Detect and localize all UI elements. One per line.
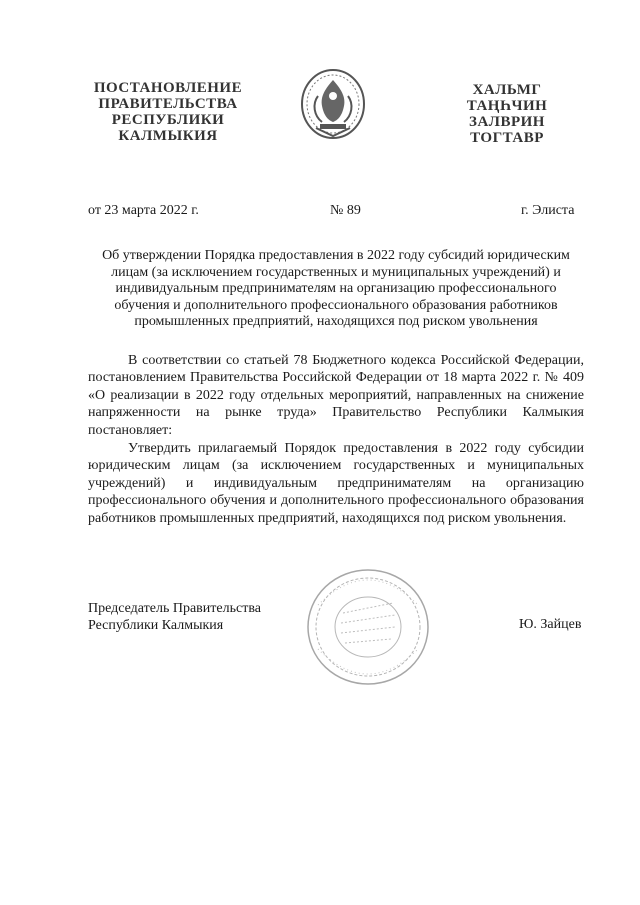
document-date: от 23 марта 2022 г. <box>88 203 199 218</box>
header-left-line: ПРАВИТЕЛЬСТВА <box>98 96 238 112</box>
document-title: Об утверждении Порядка предоставления в 2022 году субсидий юридическим лицам (за исключением государственных и муниципальных учреждений) и индивидуальным предпринимателям на организацию профессионального обучения и дополнительного профессионального образования работников промышленных предприятий, находящихся под риском увольнения <box>102 248 570 330</box>
signatory-position-line: Республики Калмыкия <box>88 618 224 633</box>
header-right-line: ТАҢҺЧИН <box>466 98 548 114</box>
signatory-position <box>88 600 261 634</box>
document-number: № 89 <box>330 203 361 218</box>
kalmykia-coat-of-arms-icon <box>298 66 368 144</box>
header-left-title <box>88 80 248 144</box>
header-right-title <box>452 82 562 146</box>
header-left-line: КАЛМЫКИЯ <box>118 128 218 144</box>
signatory-name: Ю. Зайцев <box>519 617 582 632</box>
document-city: г. Элиста <box>521 203 575 218</box>
seal-stamp-icon <box>303 565 433 690</box>
header-right-line: ЗАЛВРИН <box>469 114 545 130</box>
body-paragraph-1: В соответствии со статьей 78 Бюджетного кодекса Российской Федерации, постановлением Правительства Российской Федерации от 18 марта 2022 г. № 409 «О реализации в 2022 году отдельных мероприятий, направленных на снижение напряженности на рынке труда» Правительство Республики Калмыкия постановляет: <box>88 353 584 438</box>
header-right-line: ХАЛЬМГ <box>472 82 542 98</box>
body-paragraph-2: Утвердить прилагаемый Порядок предоставления в 2022 году субсидии юридическим лицам (за исключением государственных и муниципальных учреждений) и индивидуальным предпринимателям на организацию профессионального обучения и дополнительного профессионального образования работников промышленных предприятий, находящихся под риском увольнения. <box>88 441 584 526</box>
header-left-line: РЕСПУБЛИКИ <box>111 112 225 128</box>
signatory-position-line: Председатель Правительства <box>88 601 261 616</box>
header-right-line: ТОГТАВР <box>470 130 544 146</box>
header-left-line: ПОСТАНОВЛЕНИЕ <box>93 80 243 96</box>
